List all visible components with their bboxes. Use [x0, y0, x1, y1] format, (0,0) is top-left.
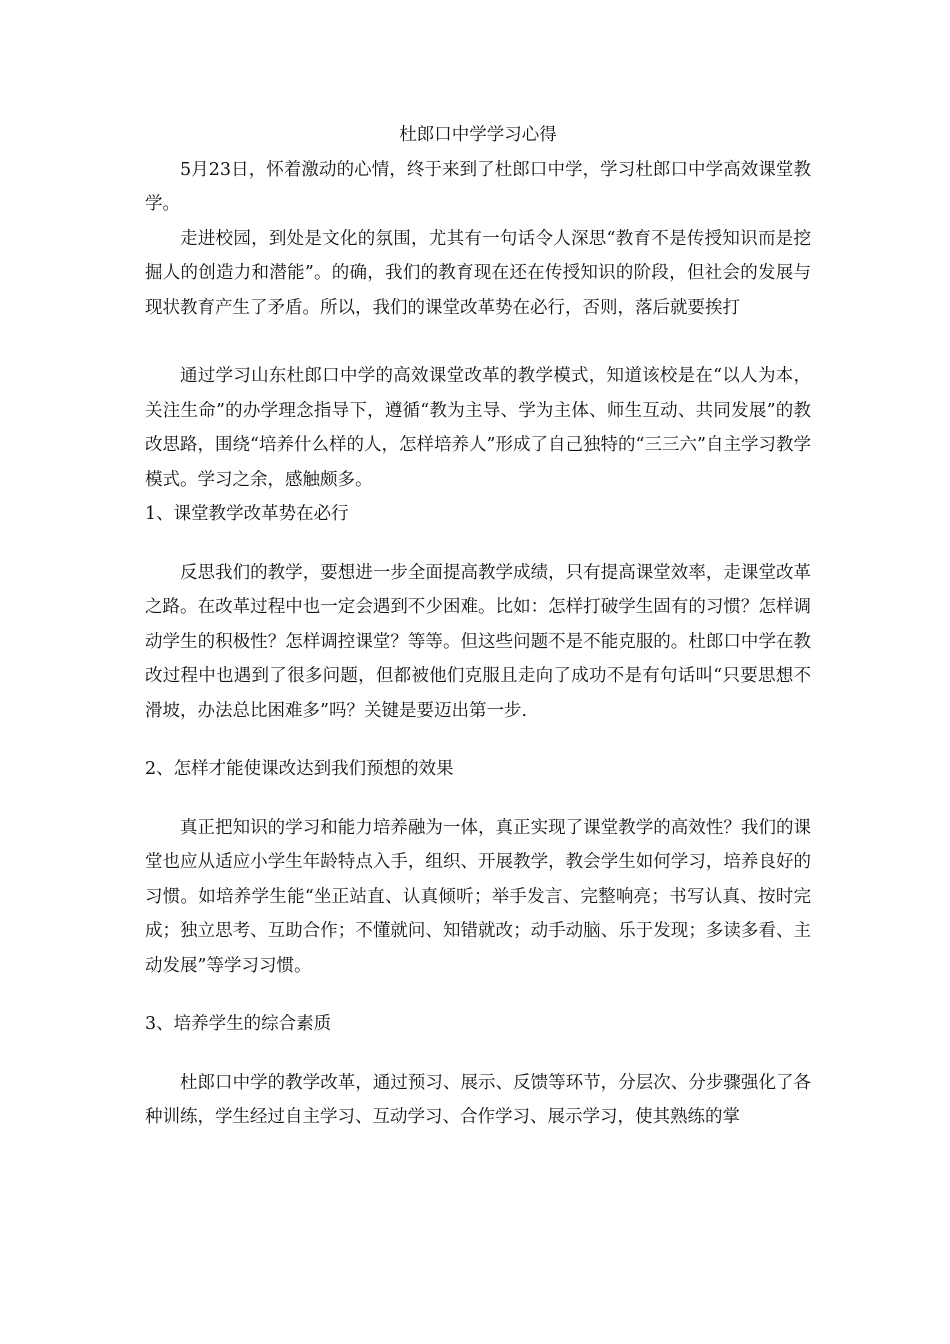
section-heading-1: 1、课堂教学改革势在必行: [145, 504, 349, 524]
document-body: [145, 118, 811, 1135]
campus-paragraph: 走进校园，到处是文化的氛围，尤其有一句话令人深思“教育不是传授知识而是挖掘人的创造力和潜能”。的确，我们的教育现在还在传授知识的阶段，但社会的发展与现状教育产生了矛盾。所以，我们的课堂改革势在必行，否则，落后就要挨打: [145, 228, 811, 318]
section-body-1: 反思我们的教学，要想进一步全面提高教学成绩，只有提高课堂效率，走课堂改革之路。在改革过程中也一定会遇到不少困难。比如：怎样打破学生固有的习惯？怎样调动学生的积极性？怎样调控课堂？等等。但这些问题不是不能克服的。杜郎口中学在教改过程中也遇到了很多问题，但都被他们克服且走向了成功不是有句话叫“只要思想不滑坡，办法总比困难多”吗？关键是要迈出第一步.: [145, 562, 811, 721]
section-heading-2: 2、怎样才能使课改达到我们预想的效果: [145, 759, 454, 779]
document-title: 杜郎口中学学习心得: [399, 125, 557, 145]
section-heading-3: 3、培养学生的综合素质: [145, 1014, 332, 1034]
section-body-2: 真正把知识的学习和能力培养融为一体，真正实现了课堂教学的高效性？我们的课堂也应从适应小学生年龄特点入手，组织、开展教学，教会学生如何学习，培养良好的习惯。如培养学生能“坐正站直、认真倾听；举手发言、完整响亮；书写认真、按时完成；独立思考、互助合作；不懂就问、知错就改；动手动脑、乐于发现；多读多看、主动发展”等学习习惯。: [145, 817, 811, 976]
model-paragraph: 通过学习山东杜郎口中学的高效课堂改革的教学模式，知道该校是在“以人为本，关注生命”的办学理念指导下，遵循“教为主导、学为主体、师生互动、共同发展”的教改思路，围绕“培养什么样的人，怎样培养人”形成了自己独特的“三三六”自主学习教学模式。学习之余，感触颇多。: [145, 366, 811, 490]
section-body-3: 杜郎口中学的教学改革，通过预习、展示、反馈等环节，分层次、分步骤强化了各种训练，学生经过自主学习、互动学习、合作学习、展示学习，使其熟练的掌: [145, 1072, 811, 1127]
intro-paragraph: 5月23日，怀着激动的心情，终于来到了杜郎口中学，学习杜郎口中学高效课堂教学。: [145, 159, 811, 214]
